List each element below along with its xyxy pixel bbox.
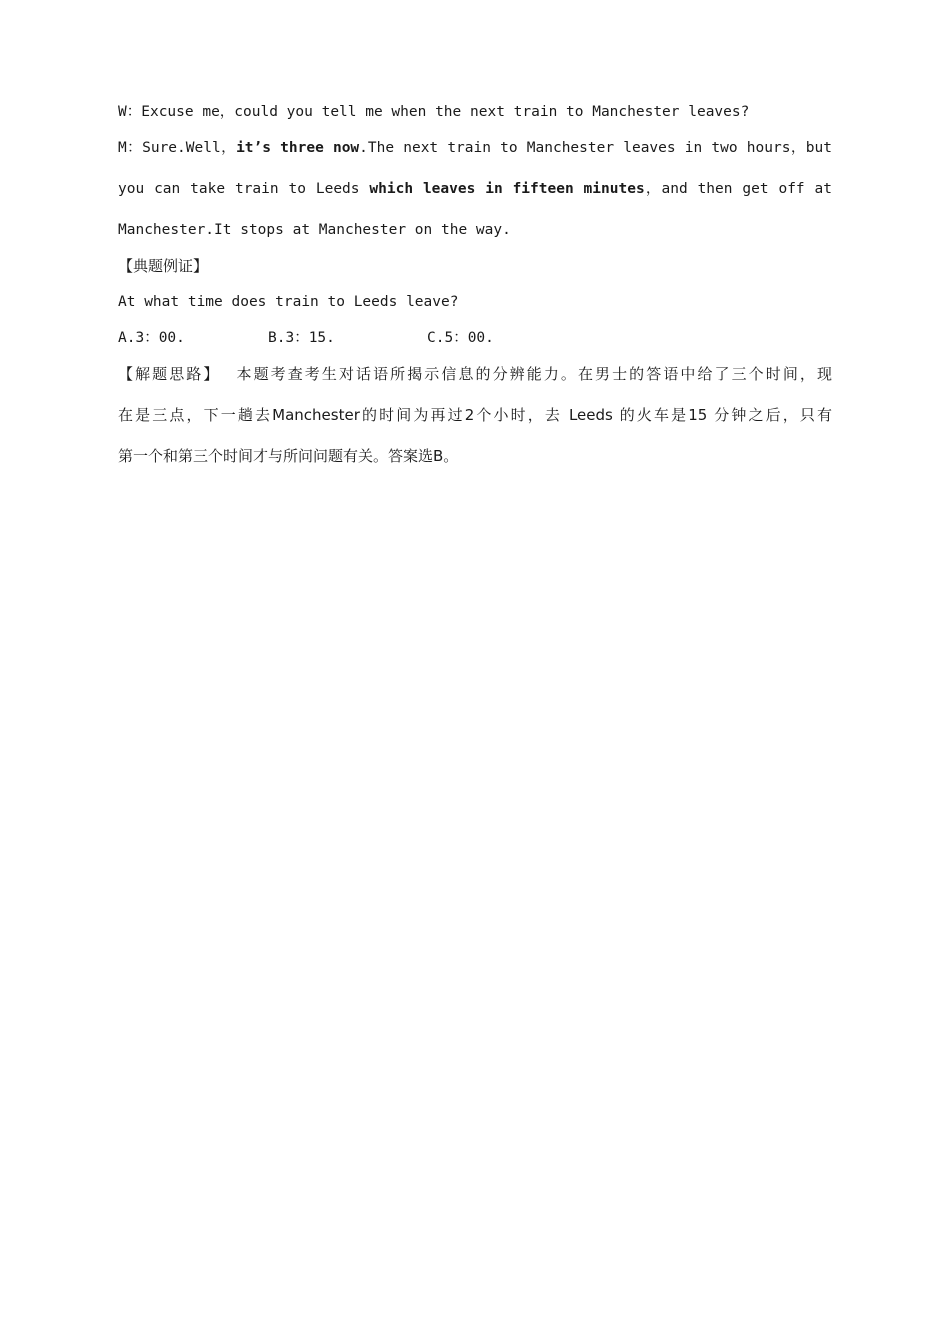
question-text: At what time does train to Leeds leave? <box>118 294 459 310</box>
man-reply-start: M：Sure.Well， <box>118 140 237 156</box>
dialogue-line-2 <box>118 138 832 158</box>
example-question <box>118 292 832 312</box>
example-heading-text: 【典题例证】 <box>118 257 209 275</box>
example-heading <box>118 256 832 276</box>
analysis-text-1: 本题考查考生对话语所揭示信息的分辨能力。在男士的答语中给了三个时间，现 <box>234 365 832 383</box>
option-b: B.3：15. <box>268 330 335 346</box>
man-reply-continued: .The next train to Manchester leaves in two hours，but <box>359 140 832 156</box>
option-a: A.3：00. <box>118 330 185 346</box>
man-reply-leeds: you can take train to Leeds <box>118 181 370 197</box>
dialogue-line-4 <box>118 220 832 240</box>
option-c: C.5：00. <box>427 330 494 346</box>
analysis-line-2 <box>118 405 832 425</box>
dialogue-line-1 <box>118 102 832 122</box>
analysis-text-2: 在是三点，下一趟去Manchester的时间为再过2个小时，去 Leeds 的火车是15 分钟之后，只有 <box>118 406 832 424</box>
man-reply-get-off: ，and then get off at <box>644 181 832 197</box>
analysis-line-1 <box>118 364 832 384</box>
key-phrase-fifteen-minutes: which leaves in fifteen minutes <box>369 181 645 197</box>
woman-question: W：Excuse me，could you tell me when the next train to Manchester leaves? <box>118 104 750 120</box>
man-reply-end: Manchester.It stops at Manchester on the way. <box>118 222 511 238</box>
analysis-heading: 【解题思路】 <box>118 365 221 383</box>
analysis-line-3 <box>118 446 832 466</box>
analysis-text-3: 第一个和第三个时间才与所问问题有关。答案选B。 <box>118 447 459 465</box>
key-phrase-time-now: it’s three now <box>236 140 360 156</box>
dialogue-line-3 <box>118 179 832 199</box>
